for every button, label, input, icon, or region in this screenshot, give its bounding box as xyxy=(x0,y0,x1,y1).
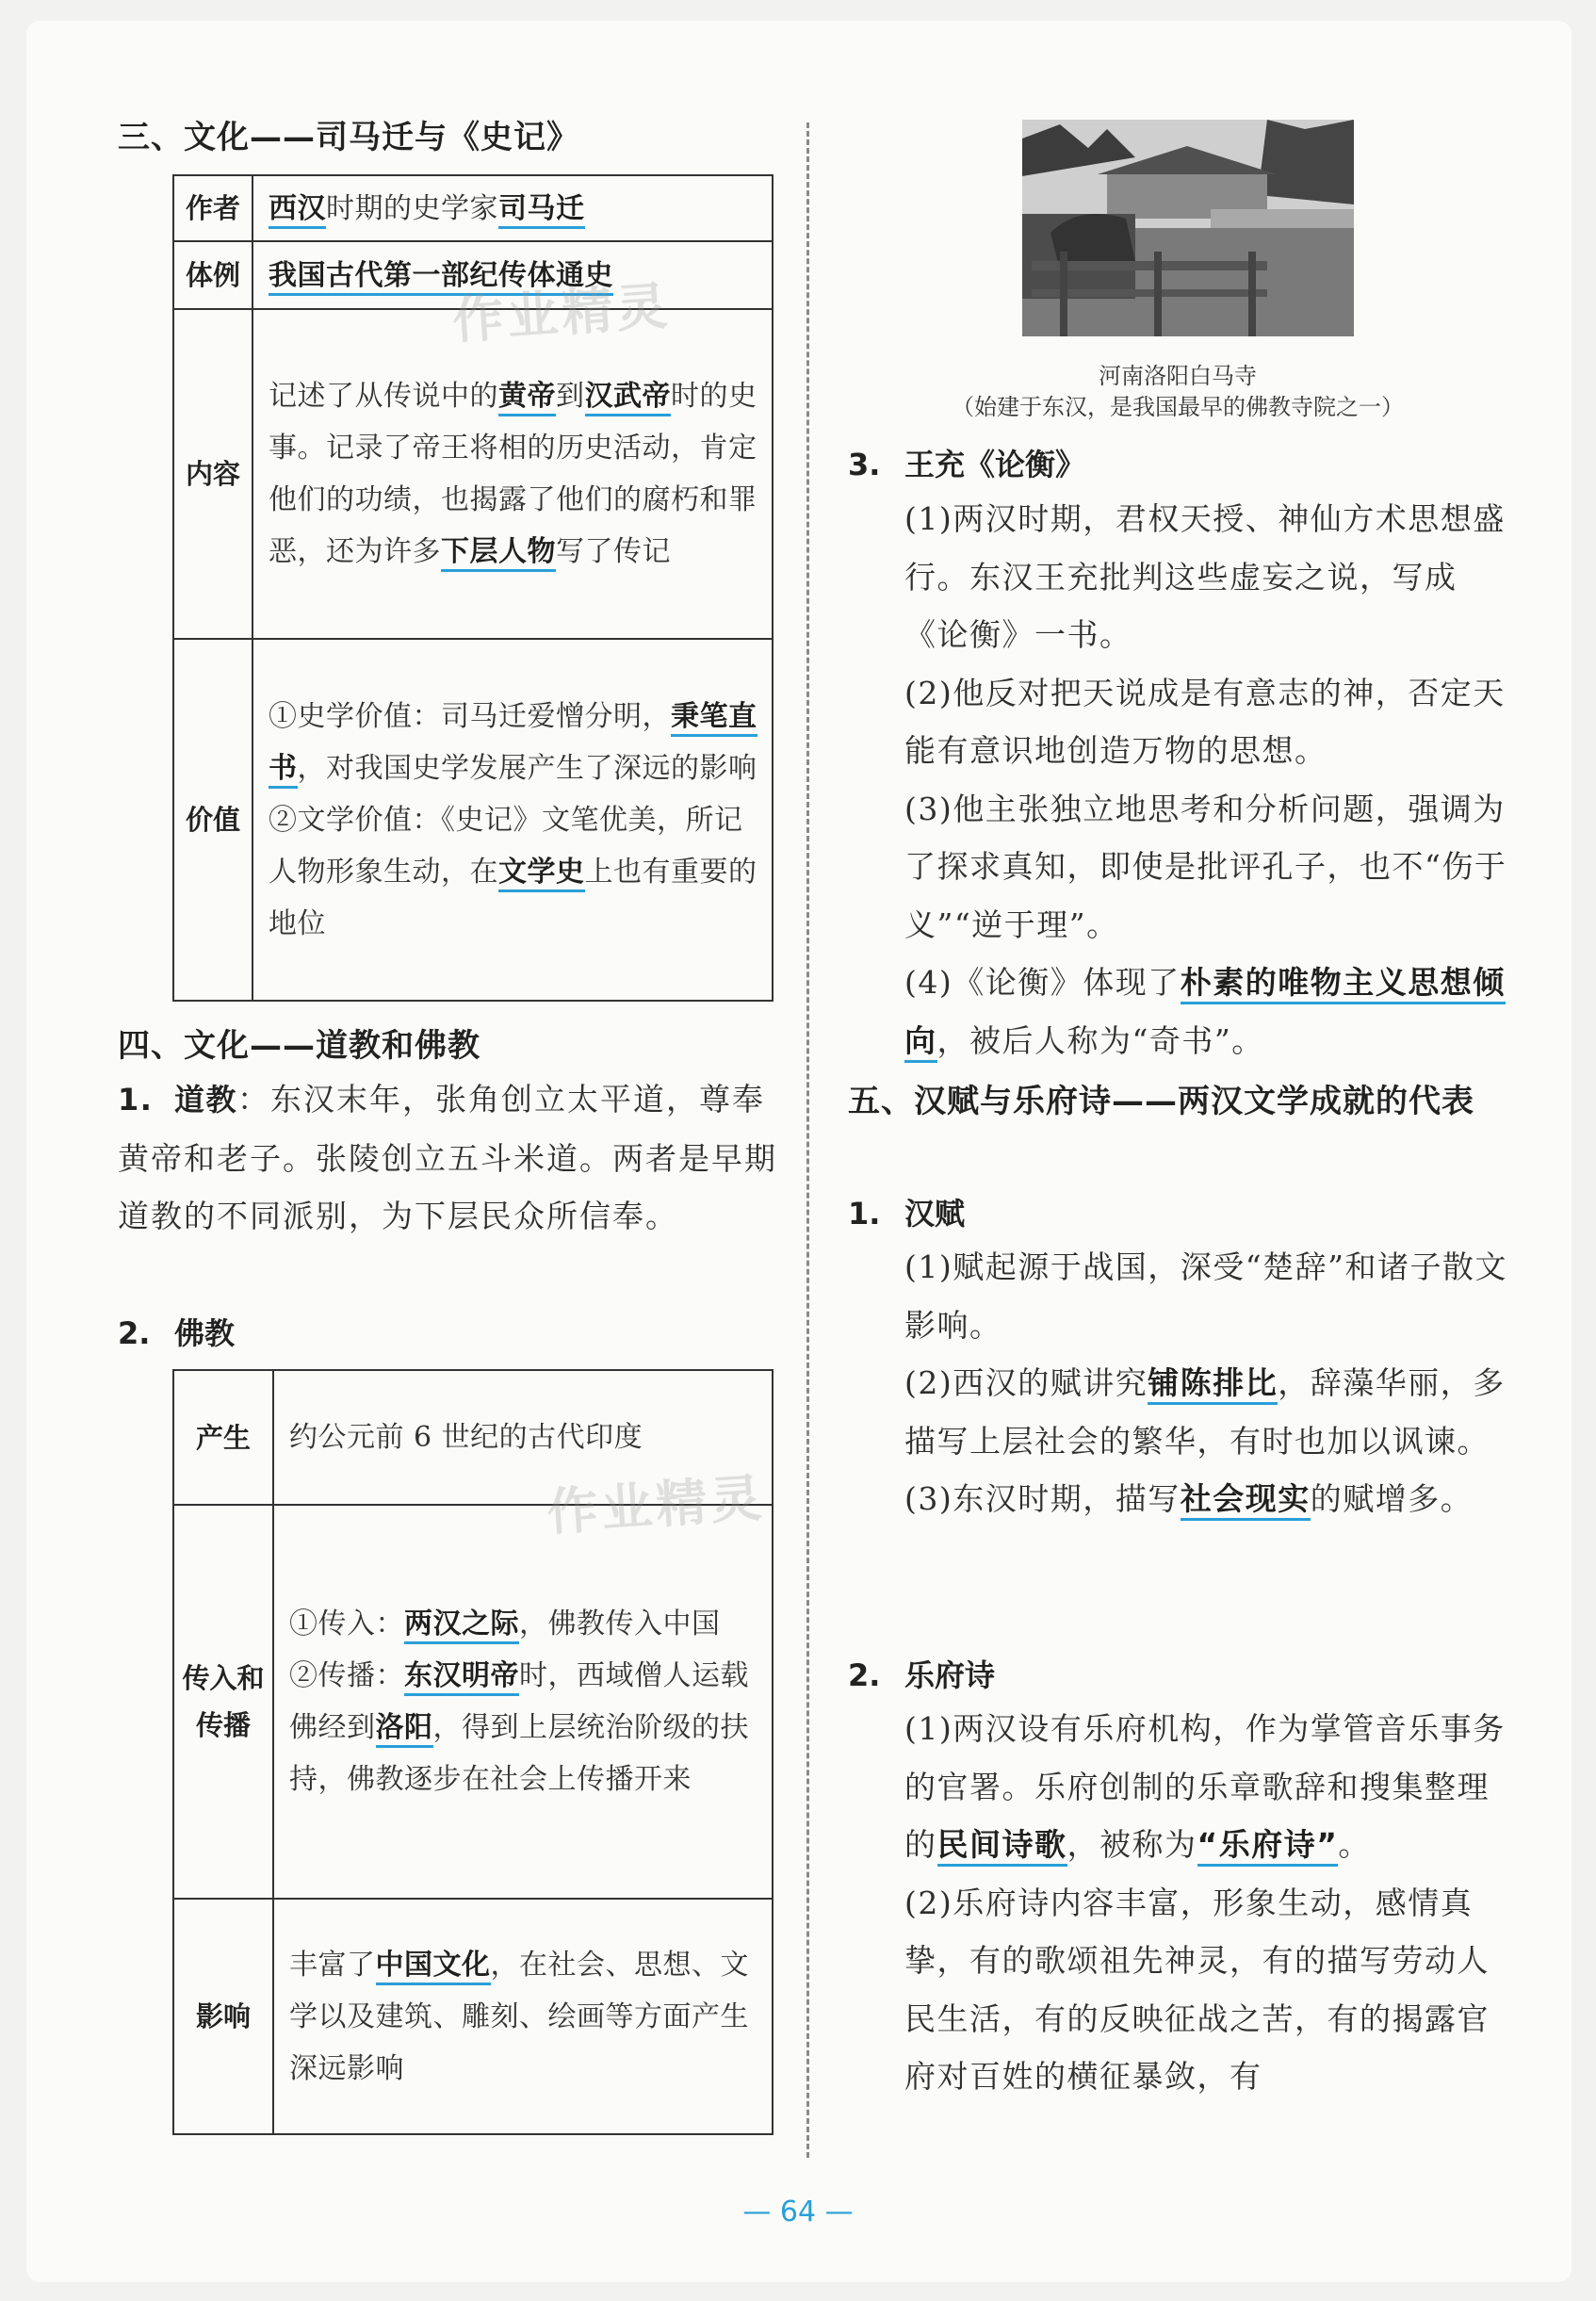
wangchong-heading: 3. 王充《论衡》 xyxy=(848,447,1086,482)
author-key: 作者 xyxy=(173,175,252,241)
baimasi-photo xyxy=(1022,120,1354,336)
content-key: 内容 xyxy=(173,309,252,639)
daojiao-paragraph: 1. 道教：东汉末年，张角创立太平道，尊奉黄帝和老子。张陵创立五斗米道。两者是早期道教的不同派别，为下层民众所信奉。 xyxy=(118,1081,777,1234)
column-divider xyxy=(806,122,809,2158)
spread-key: 传入和传播 xyxy=(173,1505,273,1899)
section4-heading: 四、文化——道教和佛教 xyxy=(118,1027,480,1065)
origin-key: 产生 xyxy=(173,1370,273,1505)
temple-photo-image xyxy=(1022,120,1354,336)
page-number: — 64 — xyxy=(742,2195,854,2228)
spread-value: ①传入：两汉之际，佛教传入中国 ②传播：东汉明帝时，西域僧人运载佛经到洛阳，得到上层统治阶级的扶持，佛教逐步在社会上传播开来 xyxy=(273,1505,773,1899)
yuefu-p2: (2)乐府诗内容丰富，形象生动，感情真挚，有的歌颂祖先神灵，有的描写劳动人民生活，有的反映征战之苦，有的揭露官府对百姓的横征暴敛，有 xyxy=(904,1884,1490,2095)
content-value: 记述了从传说中的黄帝到汉武帝时的史事。记录了帝王将相的历史活动，肯定他们的功绩，也揭露了他们的腐朽和罪恶，还为许多下层人物写了传记 xyxy=(252,309,773,639)
photo-caption-note: （始建于东汉，是我国最早的佛教寺院之一） xyxy=(952,394,1404,420)
fojiao-heading: 2. 佛教 xyxy=(118,1315,236,1351)
author-value: 西汉时期的史学家司马迁 xyxy=(252,175,773,241)
hanfu-paragraphs xyxy=(904,1238,1507,1528)
photo-caption-title: 河南洛阳白马寺 xyxy=(1099,363,1257,389)
value-key: 价值 xyxy=(173,639,252,1001)
hanfu-p1: (1)赋起源于战国，深受“楚辞”和诸子散文影响。 xyxy=(904,1248,1507,1344)
origin-value: 约公元前 6 世纪的古代印度 xyxy=(273,1370,773,1505)
yuefu-heading: 2. 乐府诗 xyxy=(848,1657,996,1693)
impact-key: 影响 xyxy=(173,1899,273,2134)
impact-value: 丰富了中国文化，在社会、思想、文学以及建筑、雕刻、绘画等方面产生深远影响 xyxy=(273,1899,773,2134)
hanfu-heading: 1. 汉赋 xyxy=(848,1196,966,1232)
yuefu-paragraphs xyxy=(904,1700,1507,2106)
style-key: 体例 xyxy=(173,241,252,309)
wangchong-paragraphs xyxy=(904,490,1507,1069)
hanfu-p2: (2)西汉的赋讲究铺陈排比，辞藻华丽，多描写上层社会的繁华，有时也加以讽谏。 xyxy=(904,1364,1506,1460)
wangchong-p1: (1)两汉时期，君权天授、神仙方术思想盛行。东汉王充批判这些虚妄之说，写成《论衡》一书。 xyxy=(904,500,1506,653)
value-value: ①史学价值：司马迁爱憎分明，秉笔直书，对我国史学发展产生了深远的影响 ②文学价值：《史记》文笔优美，所记人物形象生动，在文学史上也有重要的地位 xyxy=(252,639,773,1001)
style-value: 我国古代第一部纪传体通史 xyxy=(252,241,773,309)
watermark-2: 作业精灵 xyxy=(545,1467,768,1543)
wangchong-p3: (3)他主张独立地思考和分析问题，强调为了探求真知，即使是批评孔子，也不“伤于义”“逆于理”。 xyxy=(904,790,1507,943)
watermark: 作业精灵 xyxy=(450,275,674,351)
section5-heading: 五、汉赋与乐府诗——两汉文学成就的代表 xyxy=(848,1083,1474,1120)
hanfu-p3: (3)东汉时期，描写社会现实的赋增多。 xyxy=(904,1470,1507,1528)
wangchong-p4: (4)《论衡》体现了朴素的唯物主义思想倾向，被后人称为“奇书”。 xyxy=(904,954,1507,1069)
yuefu-p1: (1)两汉设有乐府机构，作为掌管音乐事务的官署。乐府创制的乐章歌辞和搜集整理的民间诗歌，被称为“乐府诗”。 xyxy=(904,1700,1507,1874)
section3-heading: 三、文化——司马迁与《史记》 xyxy=(118,119,579,156)
wangchong-p2: (2)他反对把天说成是有意志的神，否定天能有意识地创造万物的思想。 xyxy=(904,674,1506,769)
